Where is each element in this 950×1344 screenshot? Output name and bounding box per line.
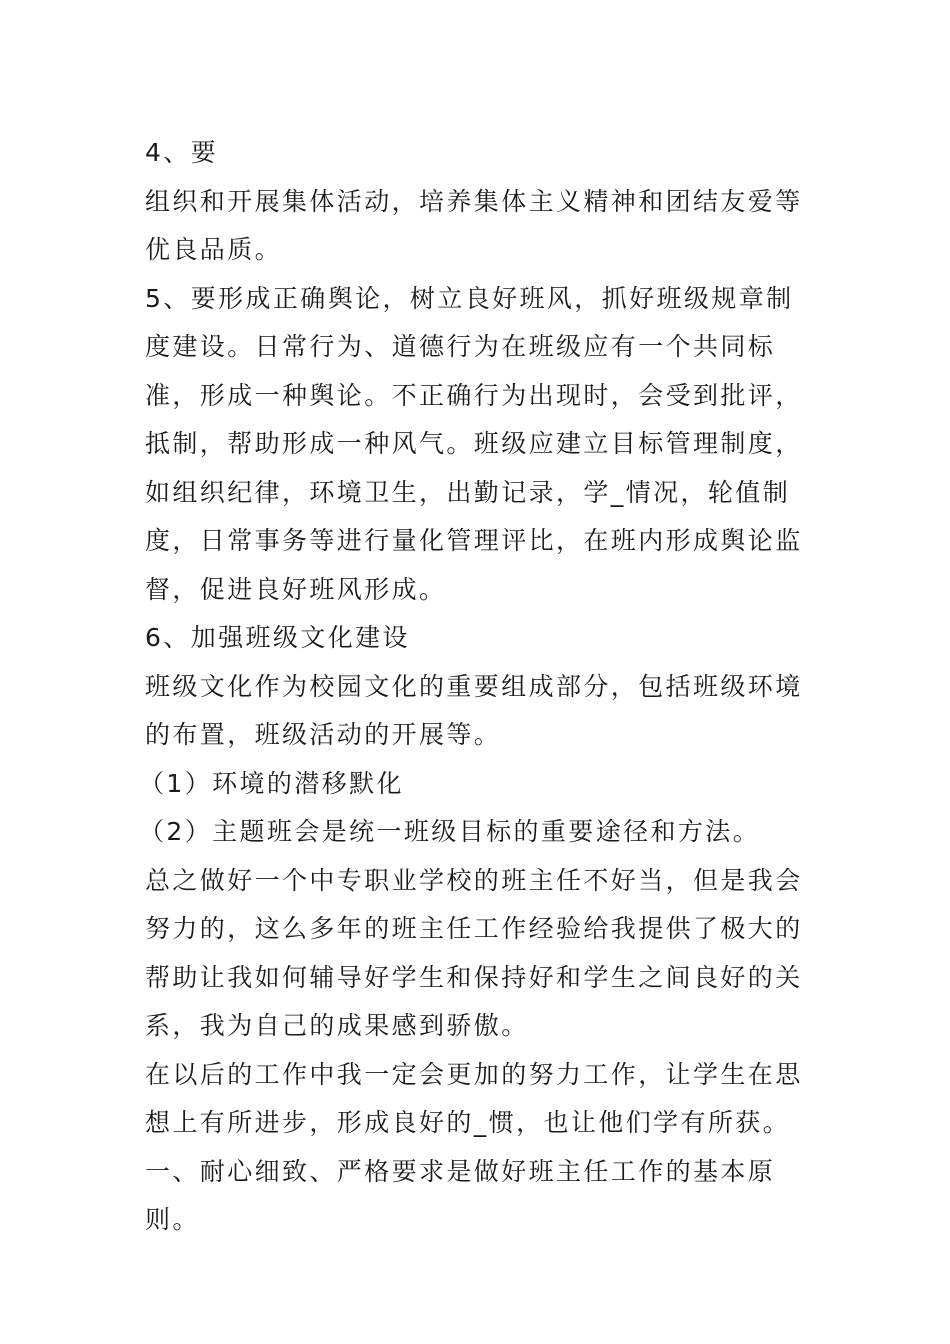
paragraph-item-heading-4: 4、要 [145,138,219,167]
paragraph-item-heading-6: 6、加强班级文化建设 [145,623,410,652]
paragraph-principle-1: 一、耐心细致、严格要求是做好班主任工作的基本原则。 [145,1156,776,1234]
paragraph-item-5-public-opinion: 5、要形成正确舆论，树立良好班风，抓好班级规章制度建设。日常行为、道德行为在班级应有一个共同标准，形成一种舆论。不正确行为出现时，会受到批评，抵制，帮助形成一种风气。班级应建立目标管理制度，如组织纪律，环境卫生，出勤记录，学_情况，轮值制度，日常事务等进行量化管理评比，在班内形成舆论监督，促进良好班风形成。 [145,283,803,604]
paragraph-collective-activities: 组织和开展集体活动，培养集体主义精神和团结友爱等优良品质。 [145,186,803,264]
paragraph-class-culture: 班级文化作为校园文化的重要组成部分，包括班级环境的布置，班级活动的开展等。 [145,671,803,749]
paragraph-summary: 总之做好一个中专职业学校的班主任不好当，但是我会努力的，这么多年的班主任工作经验给我提供了极大的帮助让我如何辅导好学生和保持好和学生之间良好的关系，我为自己的成果感到骄傲。 [145,865,803,1040]
paragraph-future-work: 在以后的工作中我一定会更加的努力工作，让学生在思想上有所进步，形成良好的_惯，也让他们学有所获。 [145,1059,803,1137]
paragraph-subitem-2: （2）主题班会是统一班级目标的重要途径和方法。 [139,817,761,846]
paragraph-subitem-1: （1）环境的潜移默化 [139,768,404,798]
document-body [139,129,810,1245]
